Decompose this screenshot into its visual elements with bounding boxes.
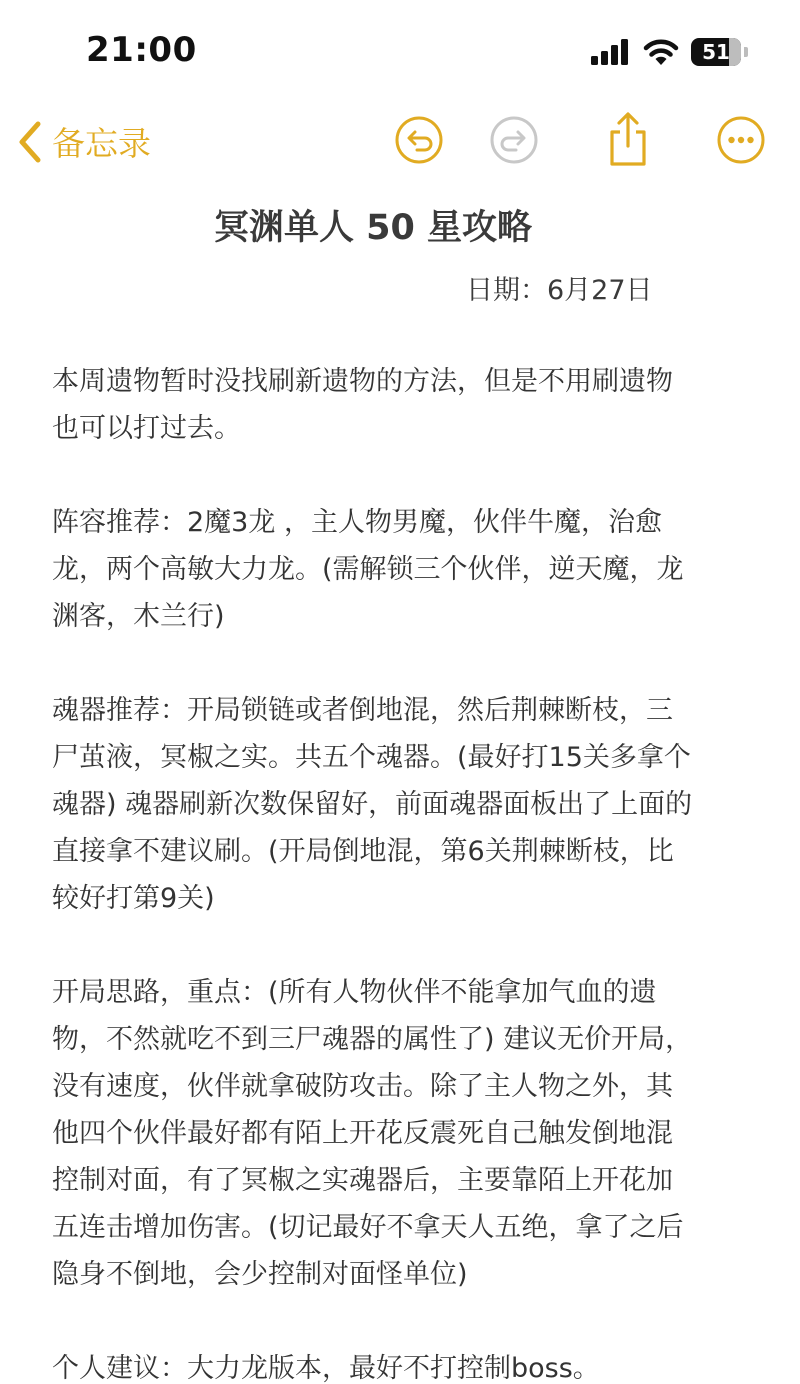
cellular-signal-icon [591, 39, 631, 65]
status-time: 21:00 [86, 30, 197, 70]
note-date[interactable]: 日期：6月27日 [466, 275, 653, 306]
status-icons [591, 38, 748, 66]
more-icon[interactable] [715, 114, 767, 166]
status-bar [0, 0, 800, 100]
note-body[interactable] [52, 358, 748, 1384]
note-title[interactable]: 冥渊单人 50 星攻略 [213, 208, 533, 248]
back-button[interactable] [16, 118, 151, 165]
nav-bar [0, 100, 800, 186]
note-paragraph[interactable]: 开局思路，重点：(所有人物伙伴不能拿加气血的遗 物，不然就吃不到三尸魂器的属性了) 建议无价开局， 没有速度，伙伴就拿破防攻击。除了主人物之外，其 他四个伙伴最好都有陌上开花反震死自己触发倒地混 控制对面，有了冥椒之实魂器后，主要靠陌上开花加 五连击增加伤害。(切记最好不拿天人五绝，拿了之后 隐身不倒地，会少控制对面怪单位) [52, 977, 693, 1290]
note-paragraph[interactable]: 阵容推荐：2魔3龙 ，主人物男魔，伙伴牛魔，治愈 龙，两个高敏大力龙。(需解锁三个伙伴，逆天魔，龙 渊客，木兰行) [52, 507, 684, 632]
redo-icon[interactable] [488, 114, 540, 166]
note-paragraph[interactable]: 本周遗物暂时没找刷新遗物的方法，但是不用刷遗物 也可以打过去。 [52, 366, 673, 444]
note-paragraph-partial[interactable]: 个人建议：大力龙版本，最好不打控制boss。 [52, 1353, 600, 1384]
battery-level: 51 [702, 40, 730, 64]
undo-icon[interactable] [393, 114, 445, 166]
back-label: 备忘录 [52, 124, 151, 163]
battery-icon [691, 38, 741, 66]
chevron-left-icon [16, 120, 46, 164]
battery-tip [744, 47, 748, 57]
share-icon[interactable] [602, 110, 654, 168]
wifi-icon [643, 38, 679, 66]
note-paragraph[interactable]: 魂器推荐：开局锁链或者倒地混，然后荆棘断枝，三 尸茧液，冥椒之实。共五个魂器。(最好打15关多拿个 魂器) 魂器刷新次数保留好，前面魂器面板出了上面的 直接拿不建议刷。(开局倒地混，第6关荆棘断枝，比 较好打第9关) [52, 695, 693, 914]
